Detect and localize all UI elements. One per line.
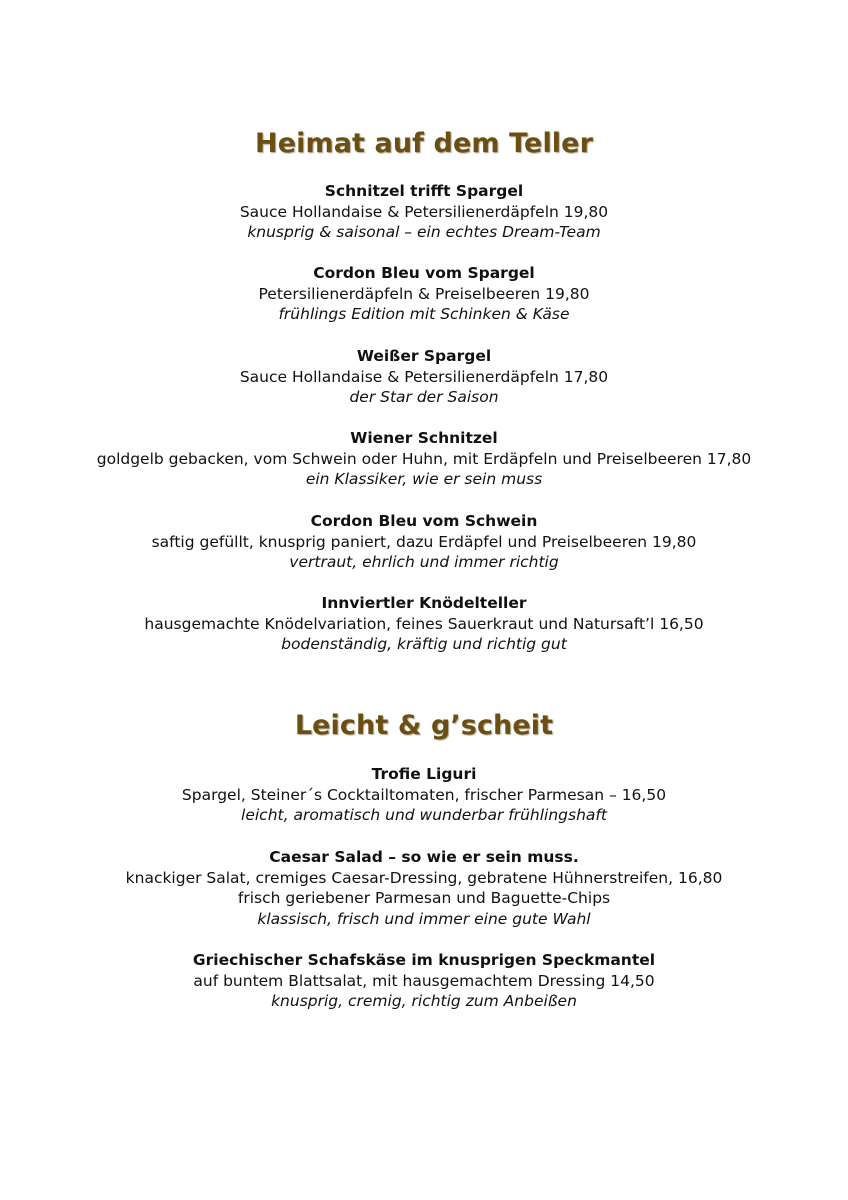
dish-description: saftig gefüllt, knusprig paniert, dazu Erdäpfel und Preiselbeeren 19,80 (151, 532, 697, 551)
dish-tagline: knusprig, cremig, richtig zum Anbeißen (271, 992, 577, 1011)
dish-tagline: der Star der Saison (349, 388, 499, 407)
dish-tagline: frühlings Edition mit Schinken & Käse (278, 305, 570, 324)
dish-name: Innviertler Knödelteller (321, 594, 527, 612)
menu-item-schafskaese (0, 950, 848, 1012)
dish-description: Spargel, Steiner´s Cocktailtomaten, frischer Parmesan – 16,50 (181, 785, 667, 804)
menu-item-cordon-bleu-schwein (0, 511, 848, 573)
dish-name: Weißer Spargel (356, 347, 492, 365)
menu-item-wiener-schnitzel (0, 428, 848, 490)
dish-description: Sauce Hollandaise & Petersilienerdäpfeln 17,80 (239, 367, 609, 386)
menu-item-schnitzel-spargel (0, 181, 848, 243)
dish-tagline: bodenständig, kräftig und richtig gut (281, 635, 567, 654)
dish-name: Wiener Schnitzel (350, 429, 498, 447)
dish-description-continued: frisch geriebener Parmesan und Baguette-Chips (237, 889, 611, 908)
dish-name: Cordon Bleu vom Schwein (310, 512, 538, 530)
dish-tagline: klassisch, frisch und immer eine gute Wahl (257, 909, 591, 928)
menu-item-weisser-spargel (0, 346, 848, 408)
dish-description: Petersilienerdäpfeln & Preiselbeeren 19,80 (258, 284, 590, 303)
dish-name: Griechischer Schafskäse im knusprigen Speckmantel (192, 951, 656, 969)
dish-description: goldgelb gebacken, vom Schwein oder Huhn, mit Erdäpfeln und Preiselbeeren 17,80 (96, 449, 752, 468)
menu-item-knoedelteller (0, 593, 848, 655)
dish-description: knackiger Salat, cremiges Caesar-Dressing, gebratene Hühnerstreifen, 16,80 (125, 868, 723, 887)
dish-name: Cordon Bleu vom Spargel (313, 264, 535, 282)
dish-tagline: ein Klassiker, wie er sein muss (305, 470, 543, 489)
dish-tagline: vertraut, ehrlich und immer richtig (289, 553, 559, 572)
dish-tagline: knusprig & saisonal – ein echtes Dream-Team (247, 223, 601, 242)
dish-name: Schnitzel trifft Spargel (324, 182, 524, 200)
dish-description: Sauce Hollandaise & Petersilienerdäpfeln 19,80 (239, 202, 609, 221)
dish-name: Trofie Liguri (371, 765, 477, 783)
menu-item-trofie-liguri (0, 764, 848, 826)
menu-item-cordon-bleu-spargel (0, 263, 848, 325)
dish-name: Caesar Salad – so wie er sein muss. (269, 848, 579, 866)
section-title-heimat: Heimat auf dem Teller (255, 128, 593, 159)
menu-item-caesar-salad (0, 847, 848, 929)
dish-description: auf buntem Blattsalat, mit hausgemachtem Dressing 14,50 (193, 971, 655, 990)
dish-tagline: leicht, aromatisch und wunderbar frühlingshaft (241, 806, 607, 825)
section-title-leicht: Leicht & g’scheit (294, 710, 554, 741)
dish-description: hausgemachte Knödelvariation, feines Sauerkraut und Natursaft’l 16,50 (144, 614, 704, 633)
